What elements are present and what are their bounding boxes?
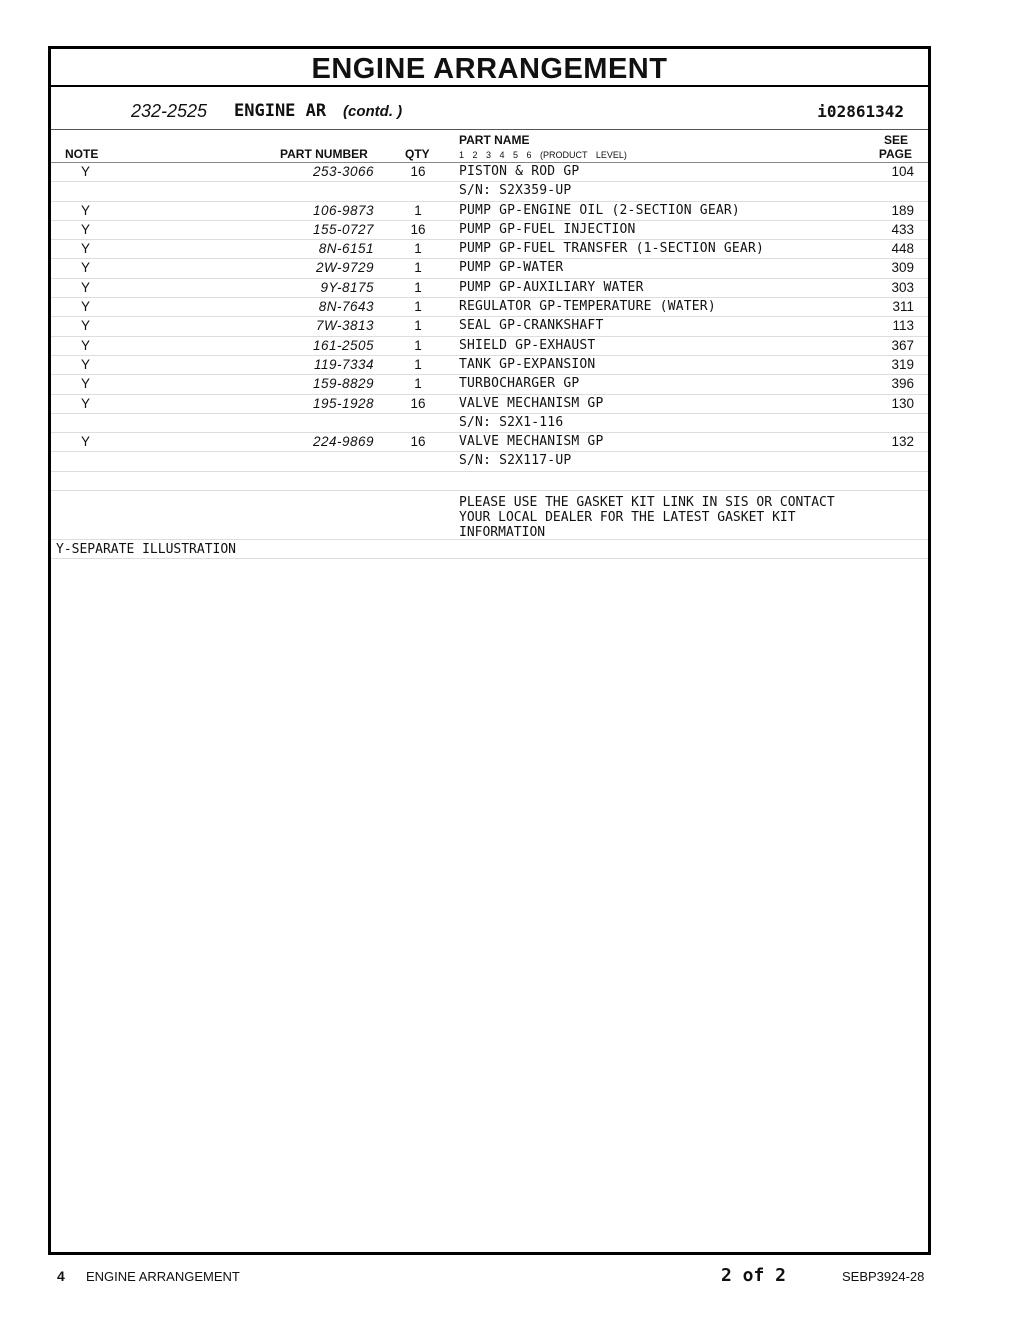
row-note: Y [81,337,91,353]
row-part-number: 155-0727 [312,221,374,237]
row-qty: 1 [414,202,422,218]
column-header [51,130,928,163]
group-id: i02861342 [817,102,904,121]
row-qty: 16 [410,221,426,237]
row-see-page: 396 [891,376,914,392]
row-part-name: SEAL GP-CRANKSHAFT [459,318,604,334]
row-part-name: VALVE MECHANISM GP [459,395,604,411]
page-title: ENGINE ARRANGEMENT [51,49,928,87]
row-part-number: 161-2505 [312,337,374,353]
table-row [51,163,928,182]
row-part-name: SHIELD GP-EXHAUST [459,337,596,353]
row-part-number: 106-9873 [312,202,374,218]
row-qty: 16 [410,164,426,179]
row-see-page: 130 [891,395,914,411]
gasket-note-text: PLEASE USE THE GASKET KIT LINK IN SIS OR CONTACT YOUR LOCAL DEALER FOR THE LATEST GASKET KIT INFORMATION [459,495,835,541]
col-part-number: PART NUMBER [280,147,368,161]
table-row [51,452,928,471]
col-see: SEE [883,133,908,147]
row-see-page: 303 [891,279,914,295]
row-part-number: 8N-7643 [318,299,374,315]
row-note: Y [81,202,91,218]
row-see-page: 132 [891,434,914,450]
row-part-number: 8N-6151 [318,241,374,257]
page-footer [0,1266,1020,1286]
row-see-page: 448 [891,241,914,257]
table-row [51,298,928,317]
row-part-name: S/N: S2X1-116 [459,414,564,430]
group-number: 232-2525 [131,101,208,121]
row-part-name: VALVE MECHANISM GP [459,434,604,450]
row-see-page: 367 [891,337,914,353]
row-part-name: PUMP GP-AUXILIARY WATER [459,279,644,295]
table-row [51,337,928,356]
col-qty: QTY [405,147,430,161]
footer-page-number: 4 [57,1268,65,1284]
footer-section: ENGINE ARRANGEMENT [86,1269,240,1284]
row-note: Y [81,279,91,295]
row-note: Y [81,376,91,392]
row-part-name: S/N: S2X359-UP [459,183,572,199]
row-qty: 16 [410,434,426,450]
table-row [51,433,928,452]
table-row [51,395,928,414]
row-part-number: 253-3066 [312,164,374,179]
row-part-name: PUMP GP-FUEL INJECTION [459,221,636,237]
row-part-name: PUMP GP-WATER [459,260,564,276]
row-see-page: 433 [891,221,914,237]
col-part-name: PART NAME [459,133,530,147]
group-contd: (contd. ) [343,103,403,120]
legend-text: Y-SEPARATE ILLUSTRATION [56,542,237,558]
row-part-number: 159-8829 [312,376,374,392]
group-header [51,87,928,130]
footer-page-count: 2 of 2 [721,1265,787,1286]
row-qty: 16 [410,395,426,411]
row-note: Y [81,260,91,276]
row-see-page: 113 [892,318,914,334]
gasket-note [51,491,928,540]
page-frame [48,46,931,1255]
row-part-name: TURBOCHARGER GP [459,376,580,392]
row-part-number: 7W-3813 [315,318,374,334]
row-qty: 1 [414,241,422,257]
row-part-number: 119-7334 [313,356,374,372]
parts-list [51,163,928,491]
table-row [51,472,928,491]
row-part-name: S/N: S2X117-UP [459,453,572,469]
row-part-name: PUMP GP-FUEL TRANSFER (1-SECTION GEAR) [459,241,765,257]
row-note: Y [81,241,91,257]
table-row [51,317,928,336]
row-qty: 1 [414,376,422,392]
row-note: Y [81,164,91,179]
row-part-number: 2W-9729 [315,260,374,276]
row-see-page: 104 [891,164,914,179]
col-page: PAGE [878,147,912,161]
table-row [51,356,928,375]
row-qty: 1 [414,337,422,353]
row-note: Y [81,221,91,237]
row-part-name: PISTON & ROD GP [459,164,580,179]
row-qty: 1 [414,299,422,315]
table-row [51,240,928,259]
row-qty: 1 [414,260,422,276]
row-note: Y [81,299,91,315]
table-row [51,221,928,240]
col-product-level: 1 2 3 4 5 6 (PRODUCT LEVEL) [459,150,627,160]
group-name: ENGINE AR [234,101,327,121]
table-row [51,182,928,201]
row-note: Y [81,356,91,372]
legend [51,540,928,559]
table-row [51,414,928,433]
row-part-number: 224-9869 [312,434,374,450]
row-note: Y [81,395,91,411]
col-note: NOTE [65,147,99,161]
row-part-number: 9Y-8175 [320,279,374,295]
table-row [51,375,928,394]
table-row [51,202,928,221]
table-row [51,259,928,278]
table-row [51,279,928,298]
row-note: Y [81,434,91,450]
row-part-name: PUMP GP-ENGINE OIL (2-SECTION GEAR) [459,202,740,218]
row-see-page: 319 [891,356,914,372]
row-qty: 1 [414,356,422,372]
row-part-name: TANK GP-EXPANSION [459,356,596,372]
row-qty: 1 [414,279,422,295]
row-note: Y [81,318,91,334]
footer-doc-id: SEBP3924-28 [842,1269,925,1284]
row-qty: 1 [414,318,422,334]
row-part-name: REGULATOR GP-TEMPERATURE (WATER) [459,299,716,315]
row-see-page: 311 [892,299,914,315]
row-part-number: 195-1928 [312,395,374,411]
row-see-page: 189 [891,202,914,218]
row-see-page: 309 [891,260,914,276]
